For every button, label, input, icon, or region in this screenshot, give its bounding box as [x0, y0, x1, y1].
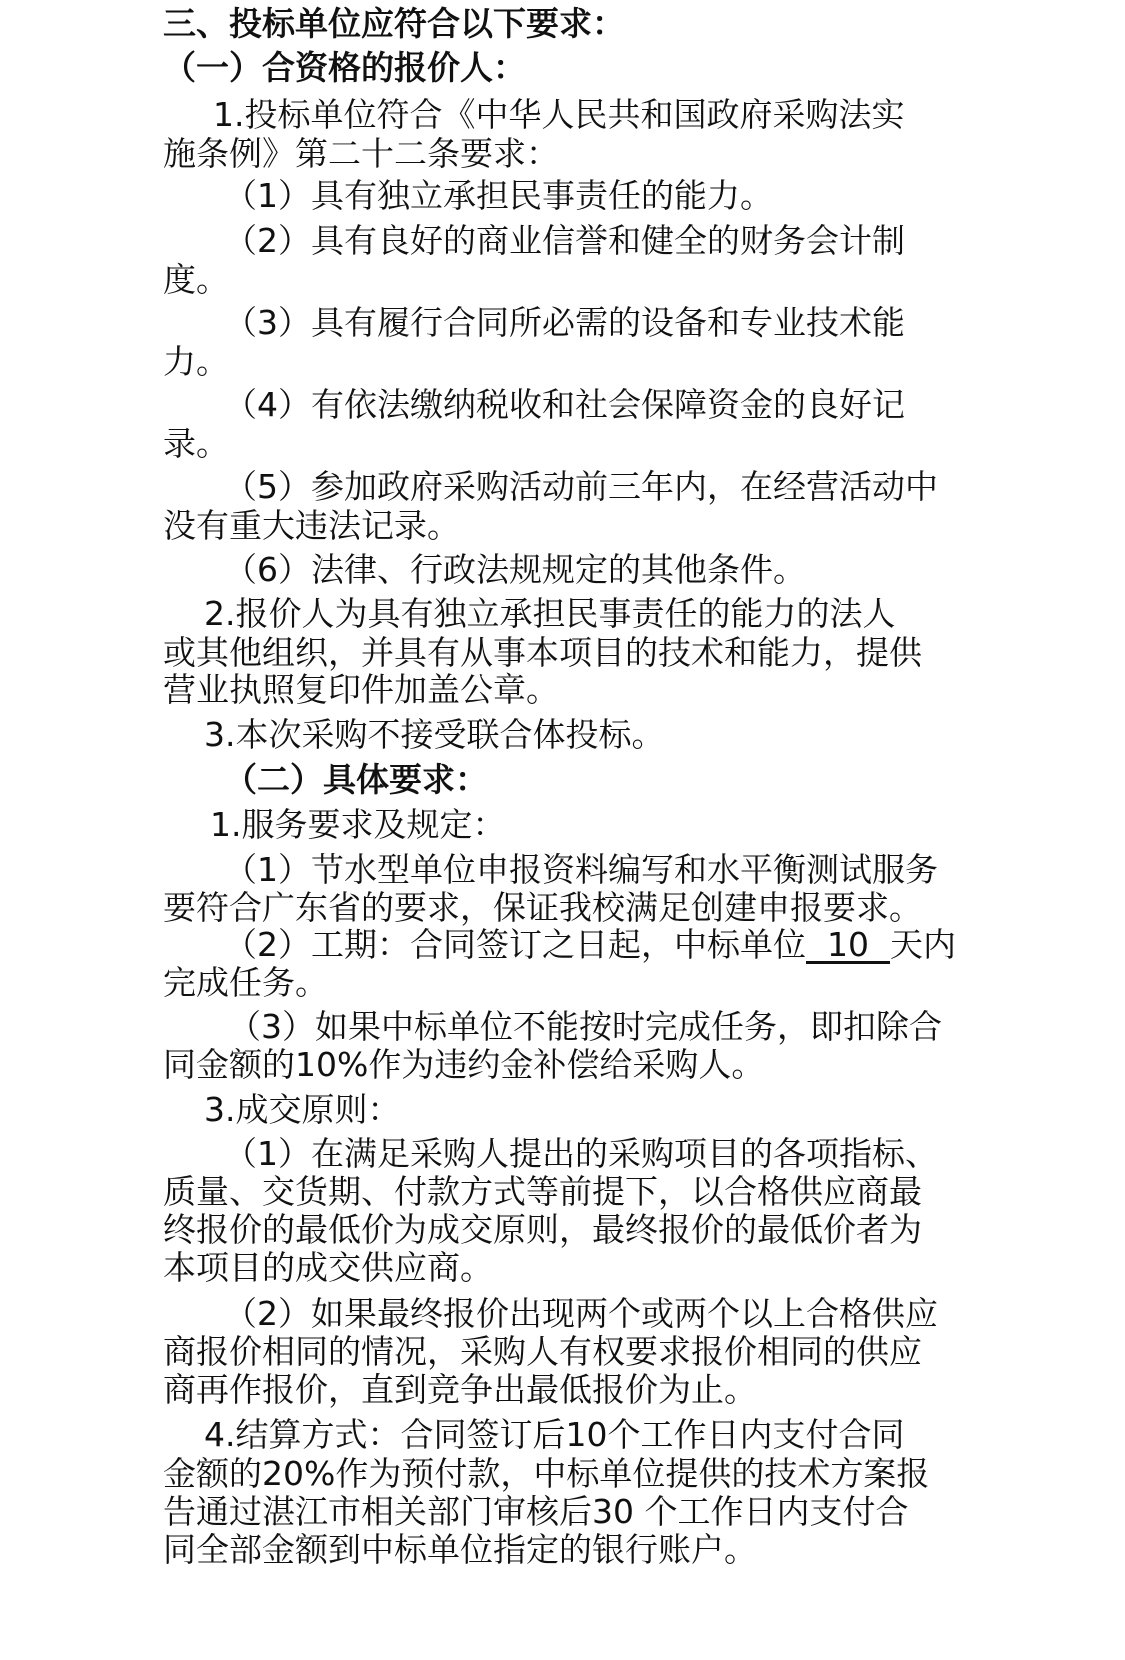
list-item-line-duration — [224, 925, 1024, 965]
list-item-line: （6）法律、行政法规规定的其他条件。 — [224, 550, 806, 589]
list-item-line: （2）如果最终报价出现两个或两个以上合格供应 — [224, 1294, 938, 1333]
list-item-line: 力。 — [163, 342, 229, 381]
paragraph-line: 1.服务要求及规定： — [210, 805, 506, 844]
paragraph-line: 2.报价人为具有独立承担民事责任的能力的法人 — [204, 594, 896, 633]
list-item-line: 质量、交货期、付款方式等前提下，以合格供应商最 — [163, 1172, 922, 1211]
list-item-line: （4）有依法缴纳税收和社会保障资金的良好记 — [224, 385, 905, 424]
paragraph-line: 1.投标单位符合《中华人民共和国政府采购法实 — [213, 95, 905, 134]
list-item-line: 商报价相同的情况，采购人有权要求报价相同的供应 — [163, 1332, 922, 1371]
list-item-line: 度。 — [163, 260, 229, 299]
subsection-heading-specific-requirements: （二）具体要求： — [224, 760, 488, 799]
list-item-line: （3）如果中标单位不能按时完成任务，即扣除合 — [228, 1007, 942, 1046]
list-item-line: （1）在满足采购人提出的采购项目的各项指标、 — [224, 1134, 938, 1173]
list-item-line: （1）节水型单位申报资料编写和水平衡测试服务 — [224, 850, 938, 889]
duration-prefix: （2）工期：合同签订之日起，中标单位 — [224, 925, 806, 964]
section-heading: 三、投标单位应符合以下要求： — [163, 4, 625, 43]
list-item-line: 本项目的成交供应商。 — [163, 1248, 493, 1287]
duration-value: 10 — [826, 925, 869, 964]
list-item-line: 要符合广东省的要求，保证我校满足创建申报要求。 — [163, 888, 922, 927]
list-item-line: 录。 — [163, 424, 229, 463]
paragraph-line: 4.结算方式：合同签订后10个工作日内支付合同 — [204, 1415, 905, 1454]
list-item-line: 完成任务。 — [163, 963, 328, 1002]
paragraph-line: 或其他组织，并具有从事本项目的技术和能力，提供 — [163, 633, 922, 672]
paragraph-line: 3.本次采购不接受联合体投标。 — [204, 715, 665, 754]
paragraph-line: 营业执照复印件加盖公章。 — [163, 670, 559, 709]
list-item-line: （3）具有履行合同所必需的设备和专业技术能 — [224, 303, 905, 342]
paragraph-line: 告通过湛江市相关部门审核后30 个工作日内支付合 — [163, 1492, 909, 1531]
list-item-line: 终报价的最低价为成交原则，最终报价的最低价者为 — [163, 1210, 922, 1249]
paragraph-line: 同全部金额到中标单位指定的银行账户。 — [163, 1530, 757, 1569]
subsection-heading-qualified-bidder: （一）合资格的报价人： — [163, 48, 526, 87]
list-item-line: （2）具有良好的商业信誉和健全的财务会计制 — [224, 221, 905, 260]
duration-suffix: 天内 — [889, 925, 956, 964]
list-item-line: 没有重大违法记录。 — [163, 506, 460, 545]
list-item-line: （5）参加政府采购活动前三年内，在经营活动中 — [224, 467, 938, 506]
list-item-line: 商再作报价，直到竞争出最低报价为止。 — [163, 1370, 757, 1409]
list-item-line: （1）具有独立承担民事责任的能力。 — [224, 176, 773, 215]
list-item-line: 同金额的10%作为违约金补偿给采购人。 — [163, 1045, 765, 1084]
paragraph-line: 施条例》第二十二条要求： — [163, 134, 559, 173]
paragraph-line: 3.成交原则： — [204, 1090, 401, 1129]
paragraph-line: 金额的20%作为预付款，中标单位提供的技术方案报 — [163, 1454, 930, 1493]
